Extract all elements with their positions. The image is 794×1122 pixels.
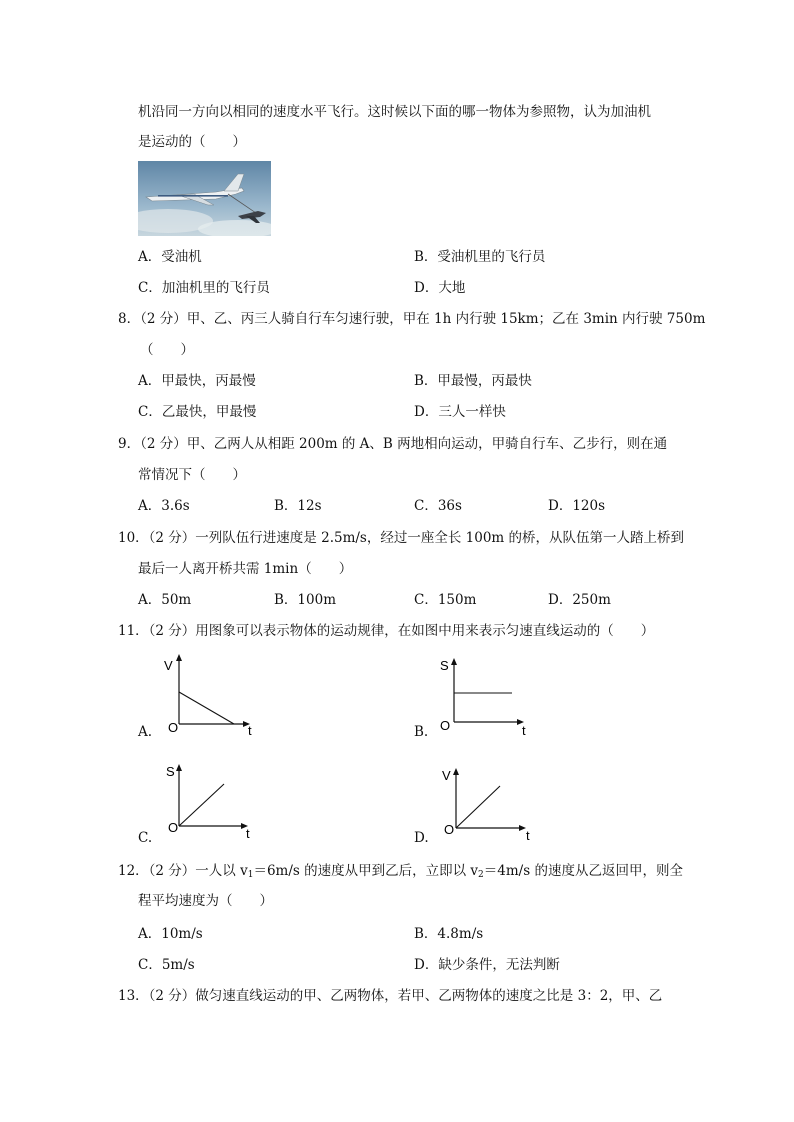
q12-sub2: 2 — [478, 870, 484, 880]
q7-option-b: B．受油机里的飞行员 — [414, 249, 546, 265]
graph-c-xlabel: t — [246, 826, 250, 841]
q12-stem-line1: 12．（2 分）一人以 $v_1=6m/s$ 的速度从甲到乙后，立即以 $v_2=4m/s$ 的速度从乙返回甲，则全 — [118, 863, 683, 880]
q9-stem-line1: 9．（2 分）甲、乙两人从相距 200m 的 A、B 两地相向运动，甲骑自行车、乙步行，则在通 — [118, 436, 668, 452]
q8-stem-line1: 8．（2 分）甲、乙、丙三人骑自行车匀速行驶，甲在 1h 内行驶 15km；乙在 3min 内行驶 750m — [118, 311, 706, 327]
graph-b-origin: O — [440, 718, 451, 733]
q12-stem-line2: 程平均速度为（ ） — [138, 893, 273, 909]
graph-d-velocity-linear — [434, 758, 544, 848]
q12-sub1: 1 — [247, 870, 254, 880]
q9-option-d: D．120s — [548, 498, 606, 514]
graph-d-letter: D. — [414, 830, 429, 846]
graph-b-letter: B. — [414, 724, 429, 740]
q10-option-c: C．150m — [414, 592, 477, 608]
q10-stem-line1: 10．（2 分）一列队伍行进速度是 2.5m/s，经过一座全长 100m 的桥，从队伍第一人踏上桥到 — [118, 530, 684, 546]
graph-a-xlabel: t — [248, 723, 252, 738]
q8-stem-line2: （ ） — [140, 342, 194, 358]
graph-b-xlabel: t — [522, 723, 526, 738]
graph-c-letter: C. — [138, 830, 153, 846]
q10-option-b: B．100m — [274, 592, 336, 608]
q7-option-d: D．大地 — [414, 280, 466, 296]
graph-a-letter: A. — [138, 724, 153, 740]
q7-option-a: A．受油机 — [138, 249, 202, 265]
q10-stem-line2: 最后一人离开桥共需 1min（ ） — [138, 561, 353, 577]
graph-a-origin: O — [168, 720, 179, 735]
graph-c-ylabel: S — [166, 764, 175, 779]
q8-option-a: A．甲最快，丙最慢 — [138, 373, 256, 389]
graph-c-distance-linear — [158, 758, 268, 848]
q7-stem-line1: 机沿同一方向以相同的速度水平飞行。这时候以下面的哪一物体为参照物，认为加油机 — [138, 104, 651, 120]
q7-option-c: C．加油机里的飞行员 — [138, 280, 270, 296]
q8-option-b: B．甲最慢，丙最快 — [414, 373, 532, 389]
graph-d-origin: O — [444, 822, 455, 837]
graph-d-line — [456, 786, 500, 828]
q8-option-d: D．三人一样快 — [414, 404, 506, 420]
q11-stem-line1: 11．（2 分）用图象可以表示物体的运动规律，在如图中用来表示匀速直线运动的（ ） — [118, 623, 655, 639]
q9-stem-line2: 常情况下（ ） — [138, 467, 246, 483]
graph-c-origin: O — [168, 820, 179, 835]
q12-option-d: D．缺少条件，无法判断 — [414, 957, 560, 973]
q9-option-a: A．3.6s — [138, 498, 190, 514]
q9-option-c: C．36s — [414, 498, 462, 514]
graph-d-xlabel: t — [526, 828, 530, 843]
refueling-aircraft-photo — [138, 161, 271, 236]
q12-option-b: B．4.8m/s — [414, 926, 484, 942]
graph-b-distance-constant — [434, 652, 544, 742]
graph-c-line — [179, 784, 224, 826]
q13-stem-line1: 13．（2 分）做匀速直线运动的甲、乙两物体，若甲、乙两物体的速度之比是 3：2，甲、乙 — [118, 988, 663, 1004]
q10-option-d: D．250m — [548, 592, 611, 608]
graph-b-ylabel: S — [440, 658, 449, 673]
q8-option-c: C．乙最快，甲最慢 — [138, 404, 257, 420]
q12-option-a: A．10m/s — [138, 926, 203, 942]
graph-a-ylabel: V — [164, 658, 173, 673]
q10-option-a: A．50m — [138, 592, 192, 608]
graph-a-velocity-decreasing — [158, 652, 268, 742]
graph-d-ylabel: V — [442, 768, 451, 783]
q7-stem-line2: 是运动的（ ） — [138, 134, 246, 150]
graph-a-line — [179, 692, 234, 724]
q12-option-c: C．5m/s — [138, 957, 195, 973]
q9-option-b: B．12s — [274, 498, 322, 514]
